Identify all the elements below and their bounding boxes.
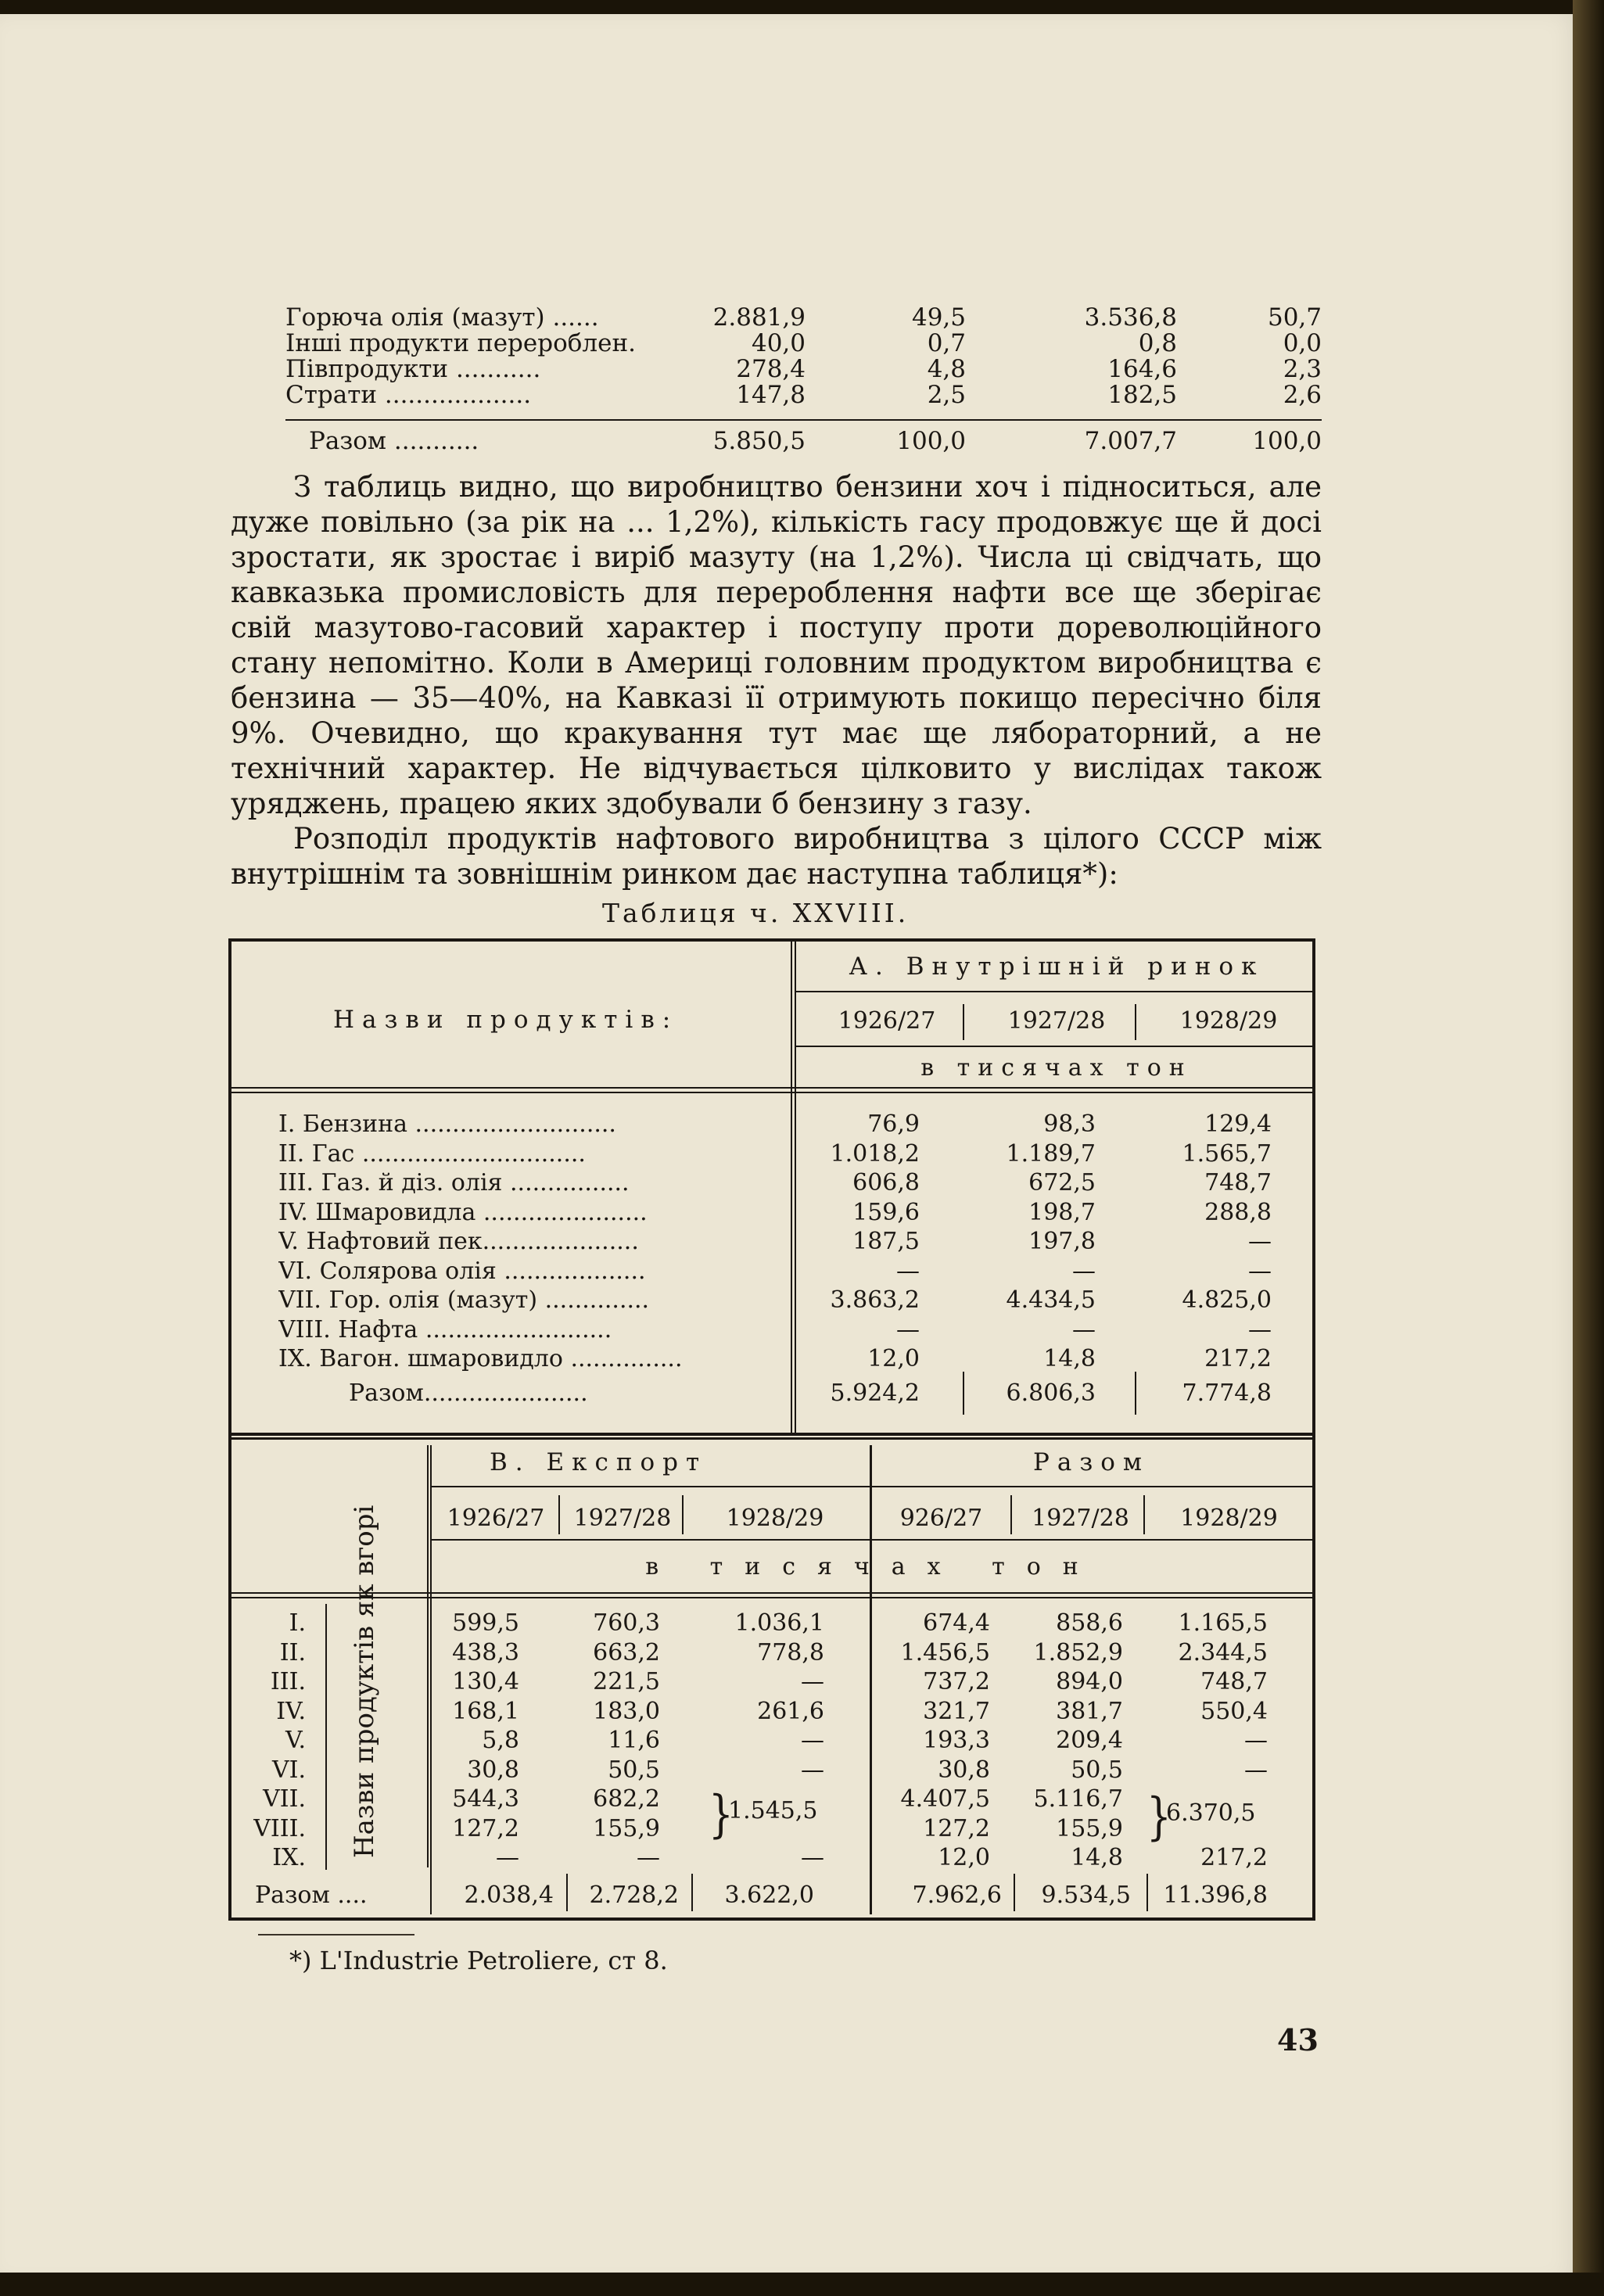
book-spine bbox=[1573, 0, 1604, 2296]
tA-row-label: VII. Гор. олія (мазут) .............. bbox=[278, 1286, 650, 1314]
footnote-rule bbox=[258, 1934, 414, 1935]
tB-export-value: 183,0 bbox=[593, 1697, 660, 1725]
tB-export-value: — bbox=[801, 1668, 824, 1695]
tA-row-value: 1.565,7 bbox=[1182, 1139, 1272, 1168]
top-row-value: 0,0 bbox=[1283, 329, 1322, 357]
top-row-value: 182,5 bbox=[1107, 381, 1177, 409]
top-row-value: 2,3 bbox=[1283, 355, 1322, 383]
top-sum-line bbox=[285, 419, 1322, 421]
tB-total-value: 30,8 bbox=[938, 1756, 990, 1784]
top-row-label: Страти ................... bbox=[285, 381, 532, 409]
table-domestic-market bbox=[228, 938, 1315, 1436]
tA-row-value: 129,4 bbox=[1204, 1110, 1272, 1138]
tB-export-value: 1.036,1 bbox=[734, 1609, 824, 1637]
body-text bbox=[231, 469, 1322, 891]
tB-hline-years bbox=[430, 1539, 1315, 1541]
tB-year-total: 926/27 bbox=[899, 1505, 983, 1532]
tA-row-value: 3.863,2 bbox=[830, 1286, 920, 1314]
tB-year-export: 1926/27 bbox=[447, 1505, 545, 1532]
footnote: *) L'Industrie Petroliere, ст 8. bbox=[289, 1946, 668, 1975]
tB-totals-merged: 6.370,5 bbox=[1166, 1799, 1256, 1827]
tB-total-value: 858,6 bbox=[1056, 1609, 1123, 1637]
tA-total-value: 6.806,3 bbox=[1006, 1379, 1096, 1407]
tB-total-value: 4.407,5 bbox=[900, 1785, 990, 1813]
tB-year-export: 1928/29 bbox=[726, 1505, 824, 1532]
tB-total-value: 209,4 bbox=[1056, 1727, 1123, 1754]
tA-unit: в тисячах тон bbox=[920, 1054, 1193, 1082]
tB-sum-export: 2.038,4 bbox=[464, 1882, 554, 1909]
tB-export-value: 168,1 bbox=[452, 1697, 519, 1725]
tB-sum-total: 7.962,6 bbox=[912, 1882, 1002, 1909]
tB-side-label: Назви продуктів як вгорі bbox=[349, 1505, 380, 1858]
top-row-value: 4,8 bbox=[927, 355, 966, 383]
tB-row-roman: IV. bbox=[276, 1697, 306, 1725]
tA-year: 1928/29 bbox=[1179, 1007, 1278, 1035]
tB-export-value: 682,2 bbox=[593, 1785, 660, 1813]
tB-row-roman: VII. bbox=[263, 1785, 306, 1813]
tB-export-value: 155,9 bbox=[593, 1814, 660, 1842]
tB-export-value: 438,3 bbox=[452, 1638, 519, 1666]
tA-hline-group bbox=[795, 991, 1315, 992]
tB-export-value: — bbox=[496, 1844, 519, 1871]
tB-export-value: 5,8 bbox=[482, 1727, 519, 1754]
tA-row-value: 1.189,7 bbox=[1006, 1139, 1096, 1168]
tA-row-value: 1.018,2 bbox=[830, 1139, 920, 1168]
top-row-value: 2,6 bbox=[1283, 381, 1322, 409]
tA-row-value: — bbox=[1248, 1228, 1272, 1255]
tB-total-value: — bbox=[1244, 1756, 1268, 1784]
tB-total-value: 155,9 bbox=[1056, 1814, 1123, 1842]
tA-row-label: VIII. Нафта ......................... bbox=[278, 1315, 612, 1344]
tA-row-value: 198,7 bbox=[1028, 1198, 1096, 1226]
tB-brace-total: } bbox=[1146, 1787, 1172, 1846]
tB-total-value: — bbox=[1244, 1727, 1268, 1754]
top-row-value: 0,8 bbox=[1138, 329, 1177, 357]
tB-year-export: 1927/28 bbox=[573, 1505, 672, 1532]
top-row-label: Горюча олія (мазут) ...... bbox=[285, 303, 599, 332]
tA-row-value: 12,0 bbox=[867, 1345, 920, 1372]
tA-total-value: 5.924,2 bbox=[830, 1379, 920, 1407]
top-row-value: 50,7 bbox=[1267, 303, 1322, 332]
tB-hline-group bbox=[430, 1486, 1315, 1487]
top-row-value: 40,0 bbox=[751, 329, 806, 357]
tB-row-roman: V. bbox=[285, 1727, 306, 1754]
top-edge bbox=[0, 0, 1604, 14]
tA-row-label: III. Газ. й діз. олія ................ bbox=[278, 1169, 630, 1196]
tA-row-value: 217,2 bbox=[1204, 1345, 1272, 1372]
tB-total-value: 674,4 bbox=[923, 1609, 990, 1637]
tA-row-label: VI. Солярова олія ................... bbox=[278, 1257, 646, 1285]
tB-row-roman: I. bbox=[289, 1609, 306, 1637]
tB-export-value: — bbox=[801, 1756, 824, 1784]
top-total-value: 100,0 bbox=[1252, 427, 1322, 455]
tB-brace-export: } bbox=[709, 1785, 734, 1844]
tB-total-value: 14,8 bbox=[1071, 1844, 1123, 1871]
tB-total-value: 748,7 bbox=[1200, 1668, 1268, 1695]
top-row-value: 164,6 bbox=[1107, 355, 1177, 383]
tA-year: 1927/28 bbox=[1007, 1007, 1106, 1035]
tB-hline-header2 bbox=[231, 1597, 1315, 1598]
tB-export-value: 760,3 bbox=[593, 1609, 660, 1637]
tA-row-value: 288,8 bbox=[1204, 1198, 1272, 1226]
tB-export-value: — bbox=[801, 1727, 824, 1754]
tB-total-value: 5.116,7 bbox=[1033, 1785, 1123, 1813]
tB-export-value: 778,8 bbox=[757, 1638, 824, 1666]
tB-total-value: 1.165,5 bbox=[1178, 1609, 1268, 1637]
tB-export-value: 544,3 bbox=[452, 1785, 519, 1813]
tB-sum-total: 11.396,8 bbox=[1163, 1882, 1268, 1909]
tB-total-value: 894,0 bbox=[1056, 1668, 1123, 1695]
tB-sum-label: Разом .... bbox=[255, 1882, 368, 1909]
top-row-value: 3.536,8 bbox=[1084, 303, 1177, 332]
tB-export-value: 30,8 bbox=[467, 1756, 519, 1784]
top-total-value: 5.850,5 bbox=[712, 427, 806, 455]
tA-header-group: А. Внутрішній ринок bbox=[849, 952, 1265, 981]
page-number: 43 bbox=[1277, 2022, 1319, 2057]
tB-row-roman: II. bbox=[279, 1638, 306, 1666]
tB-export-value: 261,6 bbox=[757, 1697, 824, 1725]
tB-group-export: В. Експорт bbox=[490, 1448, 708, 1476]
tB-year-total: 1927/28 bbox=[1032, 1505, 1129, 1532]
tB-total-value: 193,3 bbox=[923, 1727, 990, 1754]
tA-row-value: — bbox=[1072, 1257, 1096, 1285]
table-export-and-total bbox=[228, 1436, 1315, 1921]
tA-row-value: — bbox=[1072, 1315, 1096, 1344]
tA-row-value: 76,9 bbox=[867, 1110, 920, 1138]
top-row-label: Півпродукти ........... bbox=[285, 355, 541, 383]
tA-total-value: 7.774,8 bbox=[1182, 1379, 1272, 1407]
tB-total-value: 2.344,5 bbox=[1178, 1638, 1268, 1666]
tB-year-total: 1928/29 bbox=[1180, 1505, 1278, 1532]
top-row-value: 2,5 bbox=[927, 381, 966, 409]
tA-vline-y2 bbox=[1135, 1004, 1136, 1040]
top-row-value: 0,7 bbox=[927, 329, 966, 357]
tB-unit: в тисячах тон bbox=[645, 1553, 1100, 1580]
top-row-value: 2.881,9 bbox=[712, 303, 806, 332]
tB-sum-export: 3.622,0 bbox=[724, 1882, 814, 1909]
tB-export-value: — bbox=[801, 1844, 824, 1871]
tB-export-value: 11,6 bbox=[608, 1727, 660, 1754]
tA-row-value: 4.434,5 bbox=[1006, 1286, 1096, 1314]
tA-row-value: 14,8 bbox=[1043, 1345, 1096, 1372]
tB-export-value: 599,5 bbox=[452, 1609, 519, 1637]
tB-row-roman: VI. bbox=[271, 1756, 306, 1784]
paragraph-1: З таблиць видно, що виробництво бензини хоч і підноситься, але дуже повільно (за рік на ... 1,2%), кількість гасу продовжує ще й досі зростати, як зростає і виріб мазуту (на 1,2%). Числа ці свідчать, що кавказька промисловість для перероблення нафти все ще зберігає свій мазутово-гасовий характер і поступу проти дореволюційного стану непомітно. Коли в Америці головним продуктом виробництва є бензина — 35—40%, на Кавказі її отримують покищо пересічно біля 9%. Очевидно, що кракування тут має ще лябораторний, а не технічний характер. Не відчувається цілковито у вислідах також уряджень, працею яких здобували б бензину з газу. bbox=[231, 470, 1322, 820]
tA-row-value: 197,8 bbox=[1028, 1228, 1096, 1255]
tA-row-value: — bbox=[1248, 1315, 1272, 1344]
tB-export-merged: 1.545,5 bbox=[728, 1797, 818, 1824]
tB-export-value: 50,5 bbox=[608, 1756, 660, 1784]
top-total-value: 7.007,7 bbox=[1084, 427, 1177, 455]
tB-total-value: 381,7 bbox=[1056, 1697, 1123, 1725]
tA-hline-header2 bbox=[231, 1092, 1315, 1093]
top-row-value: 147,8 bbox=[736, 381, 806, 409]
tB-row-roman: VIII. bbox=[253, 1814, 306, 1842]
tA-row-value: 606,8 bbox=[852, 1169, 920, 1196]
tA-row-value: — bbox=[896, 1257, 920, 1285]
tB-total-value: 217,2 bbox=[1200, 1844, 1268, 1871]
tA-row-label: IX. Вагон. шмаровидло ............... bbox=[278, 1345, 683, 1372]
tA-total-label: Разом...................... bbox=[349, 1379, 588, 1407]
tB-total-value: 127,2 bbox=[923, 1814, 990, 1842]
tA-row-value: — bbox=[896, 1315, 920, 1344]
tB-export-value: 221,5 bbox=[593, 1668, 660, 1695]
tA-row-label: IV. Шмаровидла ...................... bbox=[278, 1198, 648, 1226]
tB-export-value: — bbox=[637, 1844, 660, 1871]
tB-vline-side bbox=[325, 1604, 327, 1870]
tB-export-value: 127,2 bbox=[452, 1814, 519, 1842]
tA-hline-years bbox=[795, 1046, 1315, 1047]
tA-row-value: 748,7 bbox=[1204, 1169, 1272, 1196]
tA-header-left: Назви продуктів: bbox=[333, 1006, 679, 1034]
table-caption: Таблиця ч. XXVIII. bbox=[602, 898, 910, 928]
tB-export-value: 130,4 bbox=[452, 1668, 519, 1695]
tA-row-label: I. Бензина ........................... bbox=[278, 1110, 616, 1138]
tA-row-label: V. Нафтовий пек..................... bbox=[278, 1228, 639, 1255]
tA-row-value: 4.825,0 bbox=[1182, 1286, 1272, 1314]
top-total-label: Разом ........... bbox=[309, 427, 479, 455]
tA-row-value: 672,5 bbox=[1028, 1169, 1096, 1196]
tA-row-value: 187,5 bbox=[852, 1228, 920, 1255]
top-total-value: 100,0 bbox=[896, 427, 966, 455]
tA-row-value: 159,6 bbox=[852, 1198, 920, 1226]
tB-total-value: 12,0 bbox=[938, 1844, 990, 1871]
tB-total-value: 50,5 bbox=[1071, 1756, 1123, 1784]
top-row-value: 49,5 bbox=[911, 303, 966, 332]
top-continuation-table bbox=[285, 303, 1322, 468]
paragraph-2: Розподіл продуктів нафтового виробництва з цілого СССР між внутрішнім та зовнішнім ринком дає наступна таблиця*): bbox=[231, 822, 1322, 891]
tB-group-total: Разом bbox=[1033, 1448, 1150, 1476]
top-row-label: Інші продукти перероблен. bbox=[285, 329, 636, 357]
bottom-edge bbox=[0, 2273, 1604, 2296]
tB-total-value: 1.852,9 bbox=[1033, 1638, 1123, 1666]
top-row-value: 278,4 bbox=[736, 355, 806, 383]
tB-total-value: 550,4 bbox=[1200, 1697, 1268, 1725]
tB-row-roman: IX. bbox=[272, 1844, 306, 1871]
tA-hline-header bbox=[231, 1087, 1315, 1089]
tB-total-value: 737,2 bbox=[923, 1668, 990, 1695]
tB-total-value: 321,7 bbox=[923, 1697, 990, 1725]
tB-hline-header bbox=[231, 1592, 1315, 1594]
tB-export-value: 663,2 bbox=[593, 1638, 660, 1666]
tA-year: 1926/27 bbox=[838, 1007, 936, 1035]
tA-row-value: — bbox=[1248, 1257, 1272, 1285]
tA-row-label: II. Гас .............................. bbox=[278, 1139, 586, 1168]
tB-sum-total: 9.534,5 bbox=[1041, 1882, 1131, 1909]
tB-hline-top bbox=[231, 1437, 1315, 1440]
tB-total-value: 1.456,5 bbox=[900, 1638, 990, 1666]
tA-row-value: 98,3 bbox=[1043, 1110, 1096, 1138]
tB-row-roman: III. bbox=[270, 1668, 306, 1695]
tB-sum-export: 2.728,2 bbox=[589, 1882, 679, 1909]
